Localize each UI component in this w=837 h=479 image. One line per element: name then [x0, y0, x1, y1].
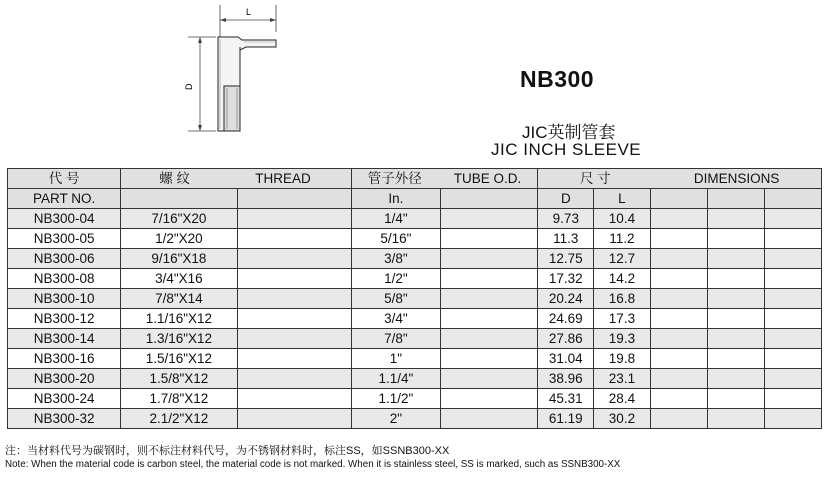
- dimension-d-cell: 9.73: [538, 209, 594, 229]
- dimension-l-cell: 10.4: [594, 209, 650, 229]
- table-row: [8, 209, 822, 229]
- tube-od-cell: 1/2": [351, 269, 440, 289]
- part-no-cell: NB300-08: [8, 269, 121, 289]
- empty-cell: [650, 409, 707, 429]
- empty-cell: [441, 409, 538, 429]
- dimension-d-cell: 12.75: [538, 249, 594, 269]
- header-part-no: PART NO.: [8, 189, 121, 209]
- table-row: [8, 269, 822, 289]
- notes: [5, 444, 620, 472]
- table-row: [8, 369, 822, 389]
- empty-cell: [650, 289, 707, 309]
- empty-cell: [441, 229, 538, 249]
- empty-cell: [237, 289, 351, 309]
- dimension-d-cell: 27.86: [538, 329, 594, 349]
- table-row: [8, 389, 822, 409]
- empty-cell: [650, 369, 707, 389]
- dimension-d-cell: 61.19: [538, 409, 594, 429]
- thread-cell: 1.5/8"X12: [121, 369, 237, 389]
- empty-cell: [707, 249, 764, 269]
- table-row: [8, 289, 822, 309]
- part-no-cell: NB300-14: [8, 329, 121, 349]
- header-dim-en: DIMENSIONS: [693, 170, 780, 186]
- empty-cell: [441, 369, 538, 389]
- empty-cell: [237, 389, 351, 409]
- label-l: L: [246, 7, 252, 17]
- part-no-cell: NB300-04: [8, 209, 121, 229]
- dimension-l-cell: 19.8: [594, 349, 650, 369]
- empty-cell: [764, 409, 821, 429]
- header-code-cn: 代 号: [8, 169, 121, 189]
- empty-cell: [441, 269, 538, 289]
- thread-cell: 1.3/16"X12: [121, 329, 237, 349]
- header-tube-unit: In.: [351, 189, 440, 209]
- header-tube-en: TUBE O.D.: [453, 170, 522, 186]
- dimension-d-cell: 38.96: [538, 369, 594, 389]
- part-no-cell: NB300-05: [8, 229, 121, 249]
- tube-od-cell: 5/8": [351, 289, 440, 309]
- empty-cell: [237, 309, 351, 329]
- table-row: [8, 349, 822, 369]
- empty-cell: [441, 329, 538, 349]
- subtitle-english: JIC INCH SLEEVE: [491, 140, 642, 159]
- empty-cell: [707, 329, 764, 349]
- header-dim-cn: 尺 寸: [579, 170, 611, 186]
- header-blank-1: [650, 189, 707, 209]
- thread-cell: 7/16"X20: [121, 209, 237, 229]
- empty-cell: [707, 229, 764, 249]
- part-no-cell: NB300-20: [8, 369, 121, 389]
- tube-od-cell: 1": [351, 349, 440, 369]
- part-no-cell: NB300-06: [8, 249, 121, 269]
- tube-od-cell: 1/4": [351, 209, 440, 229]
- thread-cell: 1/2"X20: [121, 229, 237, 249]
- tube-od-cell: 1.1/4": [351, 369, 440, 389]
- sleeve-drawing: [180, 2, 300, 162]
- part-no-cell: NB300-16: [8, 349, 121, 369]
- empty-cell: [441, 349, 538, 369]
- header-tube: [351, 169, 537, 189]
- dimension-d-cell: 17.32: [538, 269, 594, 289]
- subtitle-chinese: JIC英制管套: [522, 123, 616, 142]
- empty-cell: [764, 249, 821, 269]
- empty-cell: [237, 329, 351, 349]
- dimension-l-cell: 30.2: [594, 409, 650, 429]
- label-d: D: [184, 83, 194, 90]
- tube-od-cell: 1.1/2": [351, 389, 440, 409]
- dimension-d-cell: 20.24: [538, 289, 594, 309]
- empty-cell: [441, 289, 538, 309]
- dimension-l-cell: 14.2: [594, 269, 650, 289]
- empty-cell: [650, 209, 707, 229]
- empty-cell: [650, 269, 707, 289]
- part-no-cell: NB300-12: [8, 309, 121, 329]
- dimension-l-cell: 23.1: [594, 369, 650, 389]
- part-no-cell: NB300-10: [8, 289, 121, 309]
- empty-cell: [764, 329, 821, 349]
- note-english: Note: When the material code is carbon steel, the material code is not marked. When it is stainless steel, SS is marked, such as SSNB300-XX: [5, 459, 621, 470]
- header-thread-en: THREAD: [255, 170, 311, 186]
- empty-cell: [707, 209, 764, 229]
- empty-cell: [707, 369, 764, 389]
- table-row: [8, 249, 822, 269]
- empty-cell: [707, 309, 764, 329]
- part-no-cell: NB300-24: [8, 389, 121, 409]
- empty-cell: [237, 209, 351, 229]
- table-row: [8, 409, 822, 429]
- dimension-l-cell: 28.4: [594, 389, 650, 409]
- dimension-l-cell: 11.2: [594, 229, 650, 249]
- thread-cell: 7/8"X14: [121, 289, 237, 309]
- thread-cell: 1.1/16"X12: [121, 309, 237, 329]
- empty-cell: [764, 209, 821, 229]
- tube-od-cell: 5/16": [351, 229, 440, 249]
- empty-cell: [764, 389, 821, 409]
- note-chinese: 注：当材料代号为碳钢时，则不标注材料代号，为不锈钢材料时，标注SS，如SSNB300-XX: [5, 445, 450, 457]
- empty-cell: [764, 269, 821, 289]
- header-tube-cn: 管子外径: [367, 170, 422, 186]
- dimension-d-cell: 45.31: [538, 389, 594, 409]
- header-thread-cn: 螺 纹: [159, 170, 191, 186]
- part-no-cell: NB300-32: [8, 409, 121, 429]
- empty-cell: [441, 309, 538, 329]
- header-blank-3: [764, 189, 821, 209]
- empty-cell: [650, 389, 707, 409]
- empty-cell: [650, 249, 707, 269]
- header-blank-2: [707, 189, 764, 209]
- empty-cell: [707, 289, 764, 309]
- tube-od-cell: 3/4": [351, 309, 440, 329]
- header-col-l: L: [594, 189, 650, 209]
- empty-cell: [707, 269, 764, 289]
- table-row: [8, 229, 822, 249]
- empty-cell: [237, 269, 351, 289]
- empty-cell: [237, 369, 351, 389]
- tube-od-cell: 2": [351, 409, 440, 429]
- empty-cell: [237, 409, 351, 429]
- tube-od-cell: 3/8": [351, 249, 440, 269]
- header-thread: [121, 169, 352, 189]
- empty-cell: [764, 349, 821, 369]
- thread-cell: 2.1/2"X12: [121, 409, 237, 429]
- empty-cell: [650, 329, 707, 349]
- empty-cell: [441, 389, 538, 409]
- empty-cell: [650, 349, 707, 369]
- empty-cell: [764, 289, 821, 309]
- header-dimensions: [538, 169, 822, 189]
- empty-cell: [441, 249, 538, 269]
- thread-cell: 3/4"X16: [121, 269, 237, 289]
- product-title: NB300: [520, 66, 595, 92]
- dimension-d-cell: 24.69: [538, 309, 594, 329]
- dimension-d-cell: 31.04: [538, 349, 594, 369]
- empty-cell: [650, 309, 707, 329]
- dimension-l-cell: 19.3: [594, 329, 650, 349]
- empty-cell: [237, 229, 351, 249]
- dimension-l-cell: 17.3: [594, 309, 650, 329]
- empty-cell: [707, 349, 764, 369]
- empty-cell: [237, 349, 351, 369]
- table-row: [8, 309, 822, 329]
- empty-cell: [707, 409, 764, 429]
- dimension-l-cell: 16.8: [594, 289, 650, 309]
- empty-cell: [237, 249, 351, 269]
- dimension-l-cell: 12.7: [594, 249, 650, 269]
- empty-cell: [764, 309, 821, 329]
- empty-cell: [441, 209, 538, 229]
- empty-cell: [707, 389, 764, 409]
- empty-cell: [764, 229, 821, 249]
- tube-od-cell: 7/8": [351, 329, 440, 349]
- header-col-d: D: [538, 189, 594, 209]
- thread-cell: 9/16"X18: [121, 249, 237, 269]
- empty-cell: [764, 369, 821, 389]
- thread-cell: 1.7/8"X12: [121, 389, 237, 409]
- header-thread-blank-2: [237, 189, 351, 209]
- header-thread-blank: [121, 189, 237, 209]
- thread-cell: 1.5/16"X12: [121, 349, 237, 369]
- dimension-d-cell: 11.3: [538, 229, 594, 249]
- table-row: [8, 329, 822, 349]
- header-tube-blank: [441, 189, 538, 209]
- spec-table: [7, 168, 822, 429]
- empty-cell: [650, 229, 707, 249]
